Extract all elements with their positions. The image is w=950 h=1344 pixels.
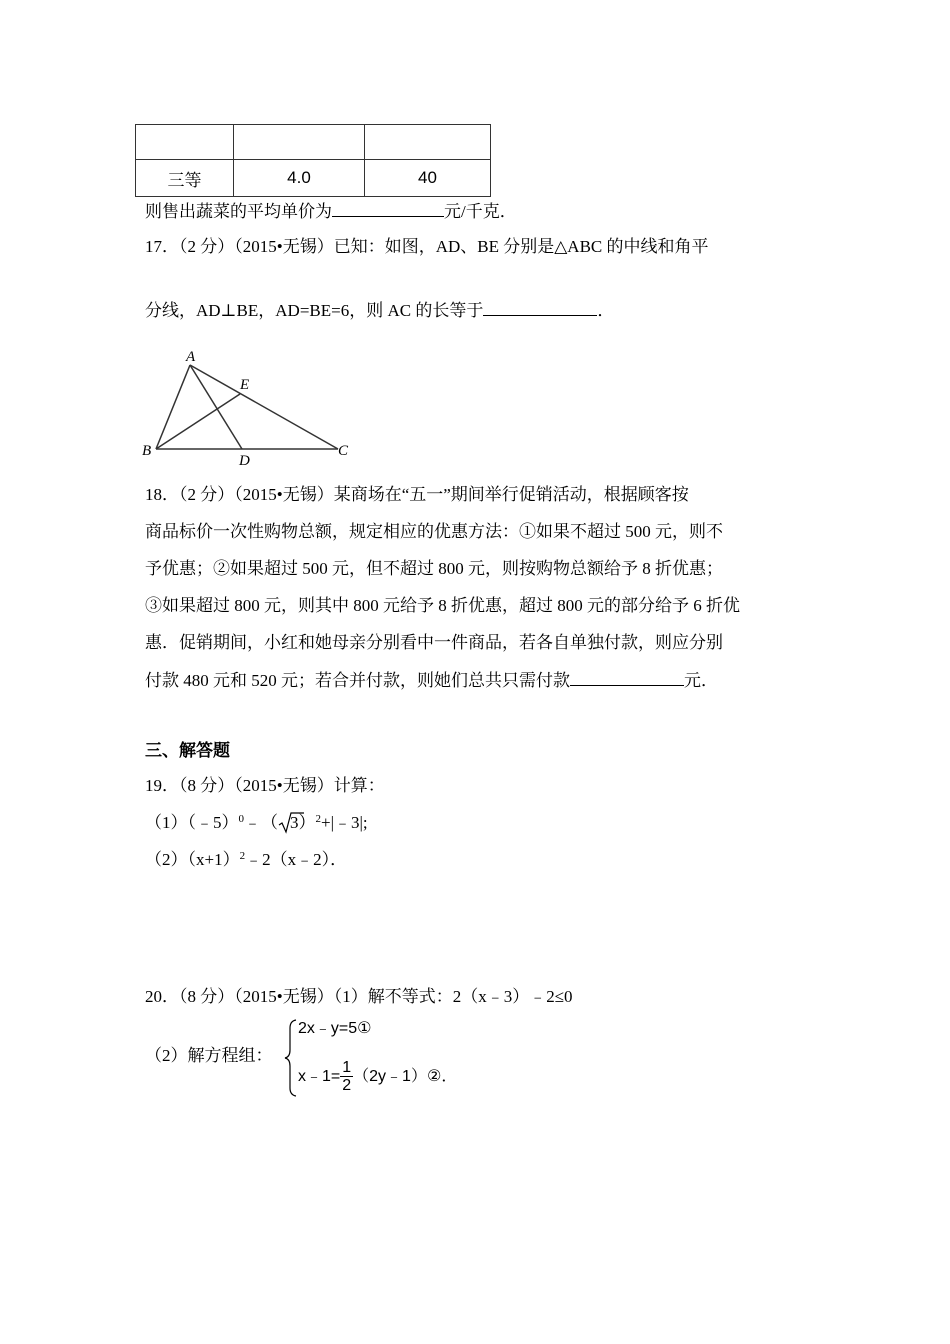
square-root bbox=[278, 812, 299, 834]
table-cell bbox=[234, 125, 365, 160]
q17-end: ． bbox=[597, 301, 615, 320]
radicand: 3 bbox=[290, 813, 299, 832]
price-table bbox=[135, 124, 491, 197]
q19-p1-c: ） bbox=[298, 813, 316, 832]
section-heading: 三、解答题 bbox=[145, 741, 230, 760]
left-brace-icon bbox=[284, 1018, 298, 1098]
table-cell: 三等 bbox=[136, 160, 234, 197]
q19-p1-d: +|﹣3|; bbox=[321, 813, 368, 832]
equation-1: 2x﹣y=5① bbox=[298, 1020, 372, 1037]
segment-be bbox=[156, 394, 240, 449]
q20-title: 20．（8 分）（2015•无锡）（1）解不等式：2（x﹣3）﹣2≤0 bbox=[145, 987, 573, 1006]
radical-sign-icon bbox=[278, 811, 304, 835]
table-cell: 4.0 bbox=[234, 160, 365, 197]
eq2-rhs: （2y﹣1）② bbox=[353, 1068, 442, 1085]
q18-text: 付款 480 元和 520 元；若合并付款，则她们总共只需付款 bbox=[145, 671, 570, 690]
q20-part-2-label: （2）解方程组： bbox=[145, 1046, 273, 1065]
exponent: 0 bbox=[238, 813, 244, 825]
answer-blank[interactable] bbox=[570, 669, 684, 686]
segment-ad bbox=[190, 365, 242, 449]
equation-2 bbox=[298, 1057, 457, 1097]
table-row bbox=[136, 125, 491, 160]
label-d: D bbox=[239, 453, 250, 469]
q19-title: 19．（8 分）（2015•无锡）计算： bbox=[145, 776, 385, 795]
q17-text: 分线，AD⊥BE，AD=BE=6，则 AC 的长等于 bbox=[145, 301, 484, 320]
q18-unit: 元． bbox=[684, 671, 718, 690]
table-cell: 40 bbox=[365, 160, 491, 197]
q18-line-2: 商品标价一次性购物总额，规定相应的优惠方法：①如果不超过 500 元，则不 bbox=[145, 522, 723, 541]
q18-line-4: ③如果超过 800 元，则其中 800 元给予 8 折优惠，超过 800 元的部分给予 6 折优 bbox=[145, 596, 740, 615]
q20-end: ． bbox=[441, 1068, 458, 1085]
q18-line-1: 18．（2 分）（2015•无锡）某商场在“五一”期间举行促销活动，根据顾客按 bbox=[145, 485, 689, 504]
q19-p2-a: （2）（x+1） bbox=[145, 850, 240, 869]
segment-ac bbox=[190, 365, 338, 449]
denominator: 2 bbox=[342, 1077, 352, 1095]
q19-part-2 bbox=[145, 845, 347, 871]
triangle-figure bbox=[138, 345, 358, 470]
q19-part-1 bbox=[145, 808, 368, 834]
label-c: C bbox=[338, 443, 349, 459]
q17-line-1: 17．（2 分）（2015•无锡）已知：如图，AD、BE 分别是△ABC 的中线和角平 bbox=[145, 237, 709, 256]
q19-p1-a: （1）（﹣5） bbox=[145, 813, 239, 832]
segment-ab bbox=[156, 365, 190, 449]
q19-p1-b: ﹣（ bbox=[244, 813, 278, 832]
q18-line-3: 予优惠；②如果超过 500 元，但不超过 800 元，则按购物总额给予 8 折优惠； bbox=[145, 559, 723, 578]
q16-unit: 元/千克． bbox=[444, 202, 517, 221]
answer-blank[interactable] bbox=[483, 299, 597, 316]
eq2-lhs: x﹣1= bbox=[298, 1068, 341, 1085]
answer-blank[interactable] bbox=[332, 200, 444, 217]
q17-line-2 bbox=[145, 299, 614, 322]
table-cell bbox=[136, 125, 234, 160]
label-e: E bbox=[240, 377, 250, 393]
table-row bbox=[136, 160, 491, 197]
label-b: B bbox=[142, 443, 152, 459]
label-a: A bbox=[186, 349, 196, 365]
exponent: 2 bbox=[315, 813, 321, 825]
exponent: 2 bbox=[239, 850, 246, 862]
q16-text: 则售出蔬菜的平均单价为 bbox=[145, 202, 332, 221]
q16-answer-line bbox=[145, 200, 517, 223]
table-cell bbox=[365, 125, 491, 160]
numerator: 1 bbox=[342, 1059, 352, 1077]
q18-line-6 bbox=[145, 669, 718, 692]
fraction bbox=[340, 1059, 353, 1094]
q19-p2-b: ﹣2（x﹣2）． bbox=[245, 850, 348, 869]
q18-line-5: 惠．促销期间，小红和她母亲分别看中一件商品，若各自单独付款，则应分别 bbox=[145, 633, 723, 652]
